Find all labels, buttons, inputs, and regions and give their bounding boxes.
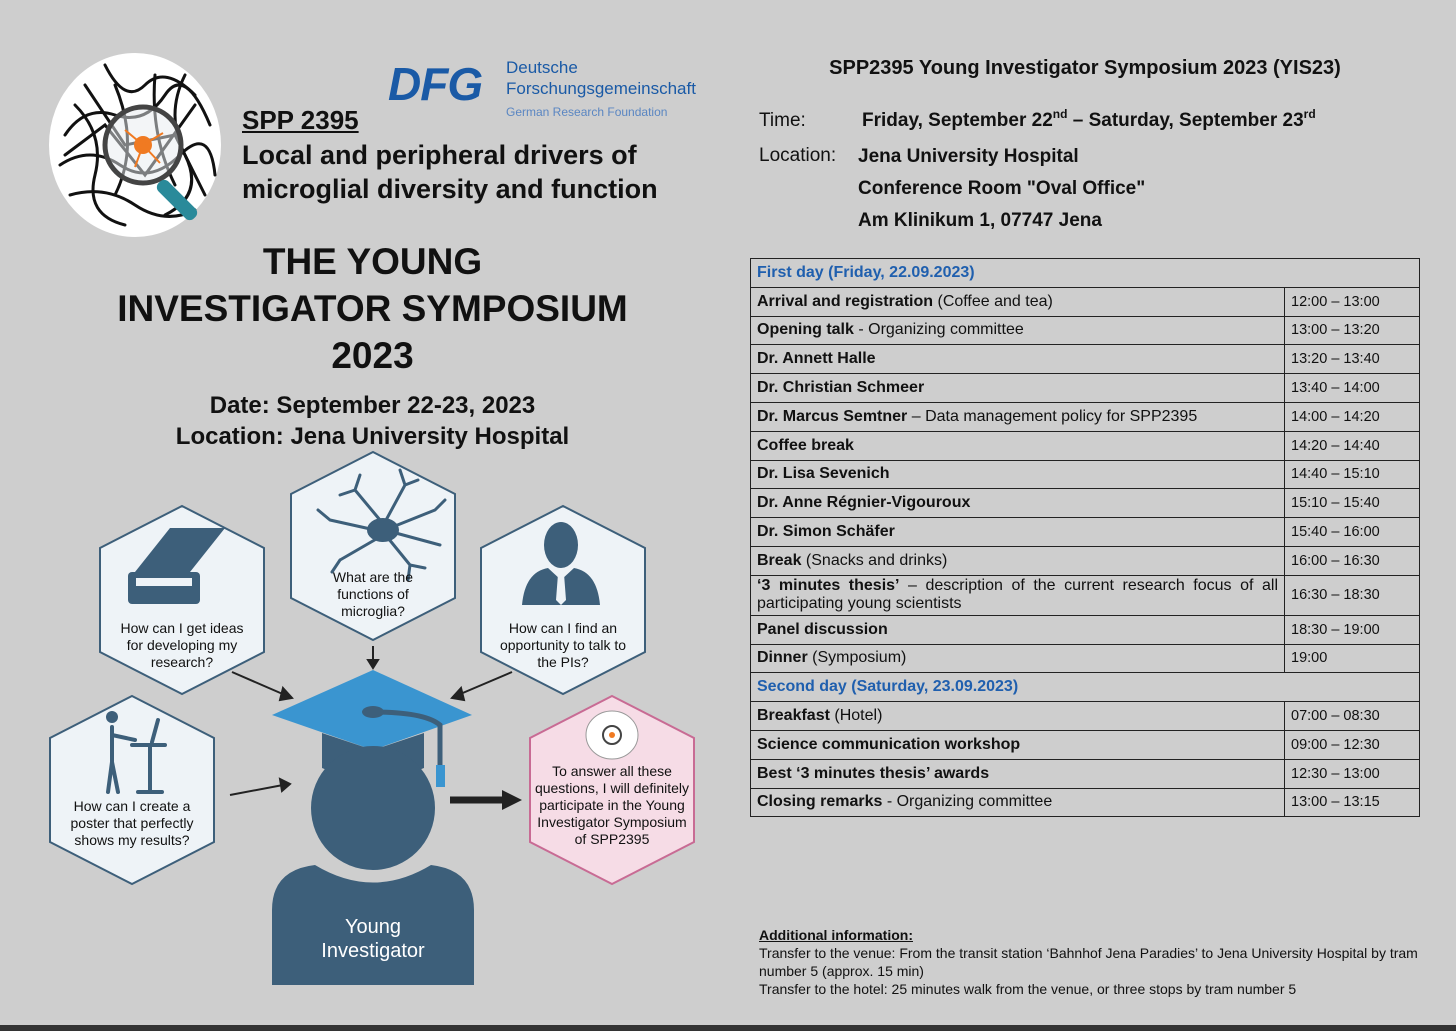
table-row: Arrival and registration (Coffee and tea) 12:00 – 13:00 (751, 287, 1420, 316)
infographic-graphics (40, 450, 710, 995)
spp-code: SPP 2395 (242, 105, 359, 135)
day-header: First day (Friday, 22.09.2023) (751, 259, 1420, 288)
event-date-location: Date: September 22-23, 2023 Location: Jena University Hospital (175, 392, 570, 450)
table-row: Dr. Anne Régnier-Vigouroux 15:10 – 15:40 (751, 489, 1420, 518)
spp-title: Local and peripheral drivers of microglial diversity and function (242, 140, 658, 204)
schedule-table (750, 258, 1420, 817)
table-row: Closing remarks - Organizing committee 13:00 – 13:15 (751, 788, 1420, 817)
main-title: THE YOUNG INVESTIGATOR SYMPOSIUM 2023 (117, 241, 628, 376)
question-poster: How can I create a poster that perfectly shows my results? (70, 798, 194, 848)
question-ideas: How can I get ideas for developing my research? (120, 620, 244, 670)
question-microglia: What are the functions of microglia? (332, 569, 414, 619)
table-row: Science communication workshop 09:00 – 12:30 (751, 730, 1420, 759)
infographic (40, 450, 710, 995)
table-row: Dr. Marcus Semtner – Data management policy for SPP2395 14:00 – 14:20 (751, 402, 1420, 431)
answer-text: To answer all these questions, I will definitely participate in the Young Investigator Symposium of SPP2395 (534, 763, 690, 847)
time-value: Friday, September 22nd – Saturday, September 23rd (862, 107, 1316, 131)
table-row: Dr. Simon Schäfer 15:40 – 16:00 (751, 518, 1420, 547)
brain-magnifier-logo (45, 45, 235, 245)
time-label: Time: (759, 110, 806, 131)
table-row: Best ‘3 minutes thesis’ awards 12:30 – 13:00 (751, 759, 1420, 788)
dfg-subtitle: German Research Foundation (506, 105, 668, 119)
person-head (311, 746, 435, 870)
table-row: Dinner (Symposium) 19:00 (751, 644, 1420, 673)
table-row: Panel discussion 18:30 – 19:00 (751, 615, 1420, 644)
dfg-name: Deutsche Forschungsgemeinschaft (506, 58, 696, 98)
table-row: Dr. Lisa Sevenich 14:40 – 15:10 (751, 460, 1420, 489)
location-label: Location: (759, 145, 837, 166)
table-row: Dr. Christian Schmeer 13:40 – 14:00 (751, 374, 1420, 403)
day-header: Second day (Saturday, 23.09.2023) (751, 673, 1420, 702)
question-talk-pis: How can I find an opportunity to talk to the PIs? (499, 620, 627, 670)
dfg-letters: DFG (388, 58, 483, 110)
additional-heading: Additional information: (759, 927, 913, 943)
program-title: SPP2395 Young Investigator Symposium 2023 (YIS23) (829, 57, 1341, 79)
table-row: Break (Snacks and drinks) 16:00 – 16:30 (751, 546, 1420, 575)
table-row: Opening talk - Organizing committee 13:00 – 13:20 (751, 316, 1420, 345)
dfg-logo (388, 55, 708, 125)
additional-information (759, 926, 1429, 998)
transfer-hotel: Transfer to the hotel: 25 minutes walk from the venue, or three stops by tram number 5 (759, 981, 1297, 997)
location-line-3: Am Klinikum 1, 07747 Jena (858, 210, 1102, 231)
hexagon-poster (50, 696, 214, 884)
table-row: ‘3 minutes thesis’ – description of the current research focus of all participating young scientists 16:30 – 18:30 (751, 575, 1420, 615)
transfer-venue: Transfer to the venue: From the transit station ‘Bahnhof Jena Paradies’ to Jena University Hospital by tram number 5 (approx. 15 min) (759, 945, 1418, 979)
table-row: Breakfast (Hotel) 07:00 – 08:30 (751, 702, 1420, 731)
table-row: Dr. Annett Halle 13:20 – 13:40 (751, 345, 1420, 374)
location-line-2: Conference Room "Oval Office" (858, 178, 1146, 199)
location-line-1: Jena University Hospital (858, 146, 1079, 167)
person-label: Young Investigator (321, 916, 425, 962)
table-row: Coffee break 14:20 – 14:40 (751, 431, 1420, 460)
